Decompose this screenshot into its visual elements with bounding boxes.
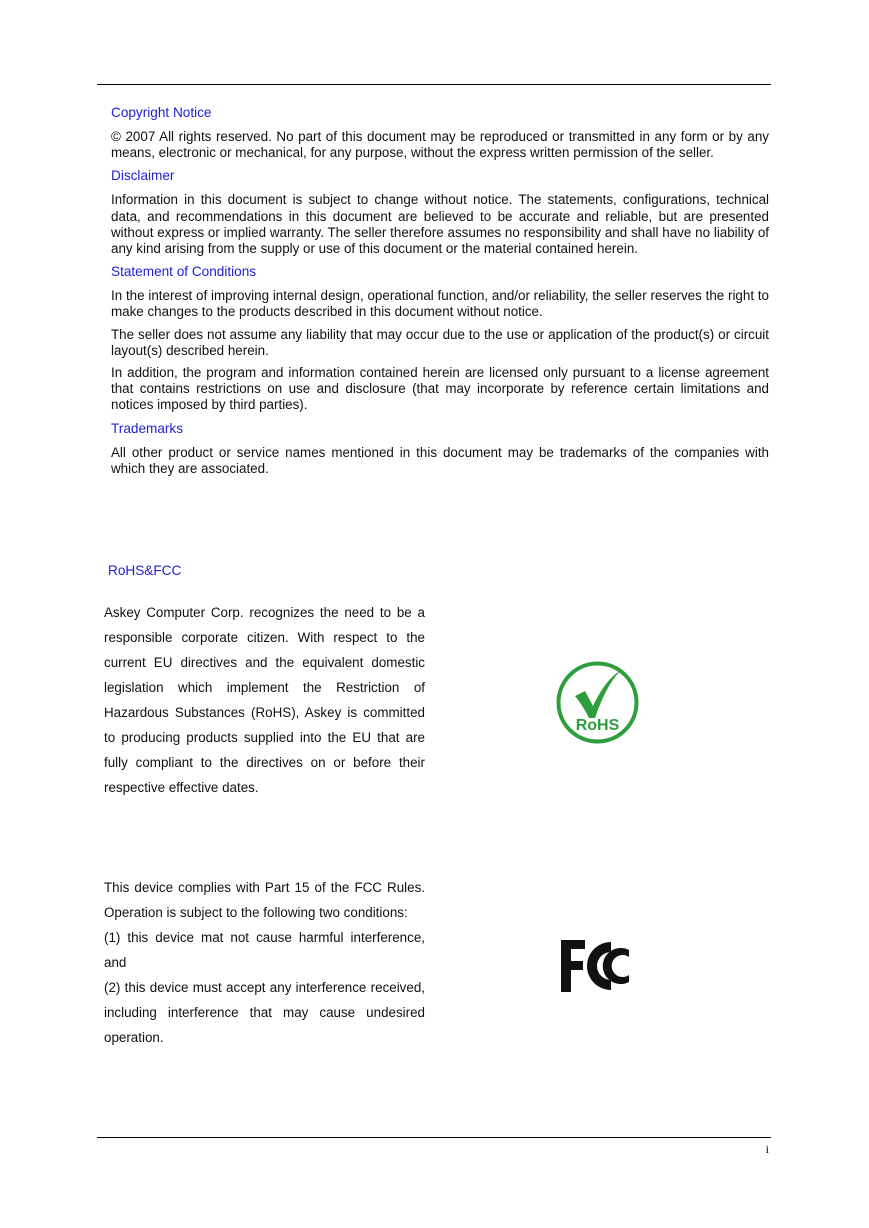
disclaimer-text: Information in this document is subject to change without notice. The statements, configurations, technical data, and recommendations in this document are believed to be accurate and reliable, but are presented without express or implied warranty. The seller therefore assumes no responsibility and shall have no liability of any kind arising from the supply or use of this document or the material contained herein. (111, 192, 769, 257)
rohs-statement (104, 600, 425, 800)
conditions-paragraph: In the interest of improving internal design, operational function, and/or reliability, the seller reserves the right to make changes to the products described in this document without notice. (111, 288, 769, 320)
copyright-section (111, 104, 769, 161)
disclaimer-section (111, 167, 769, 257)
fcc-mark-icon (559, 938, 637, 994)
trademarks-section (111, 420, 769, 477)
conditions-paragraph: In addition, the program and information contained herein are licensed only pursuant to a license agreement that contains restrictions on use and disclosure (that may incorporate by reference certain limitations and notices imposed by third parties). (111, 365, 769, 413)
rohs-logo (555, 660, 640, 745)
fcc-line: (2) this device must accept any interference received, including interference that may cause undesired operation. (104, 980, 425, 1045)
fcc-line: This device complies with Part 15 of the FCC Rules. Operation is subject to the following two conditions: (104, 880, 425, 920)
document-body (111, 104, 769, 483)
page-number: i (765, 1142, 769, 1156)
fcc-logo (559, 938, 637, 994)
rohs-check-icon (555, 660, 640, 745)
conditions-section (111, 263, 769, 413)
header-rule (97, 84, 771, 85)
footer-rule (97, 1137, 771, 1138)
fcc-statement (104, 875, 425, 1050)
rohs-fcc-heading: RoHS&FCC (108, 563, 182, 578)
trademarks-text: All other product or service names mentioned in this document may be trademarks of the companies with which they are associated. (111, 444, 769, 476)
conditions-paragraph: The seller does not assume any liability that may occur due to the use or application of the product(s) or circuit layout(s) described herein. (111, 326, 769, 358)
conditions-heading: Statement of Conditions (111, 264, 257, 280)
copyright-symbol: © (111, 129, 121, 144)
svg-text:RoHS: RoHS (575, 717, 620, 734)
disclaimer-heading: Disclaimer (111, 168, 175, 184)
copyright-body: 2007 All rights reserved. No part of this document may be reproduced or transmitted in any form or by any means, electronic or mechanical, for any purpose, without the express written permission of the seller. (111, 129, 769, 161)
fcc-line: (1) this device mat not cause harmful interference, and (104, 930, 425, 970)
copyright-heading: Copyright Notice (111, 105, 212, 120)
rohs-text: Askey Computer Corp. recognizes the need to be a responsible corporate citizen. With respect to the current EU directives and the equivalent domestic legislation which implement the Restriction of Hazardous Substances (RoHS), Askey is committed to producing products supplied into the EU that are fully compliant to the directives on or before their respective effective dates. (104, 605, 425, 795)
trademarks-heading: Trademarks (111, 420, 184, 436)
copyright-text (111, 129, 769, 161)
